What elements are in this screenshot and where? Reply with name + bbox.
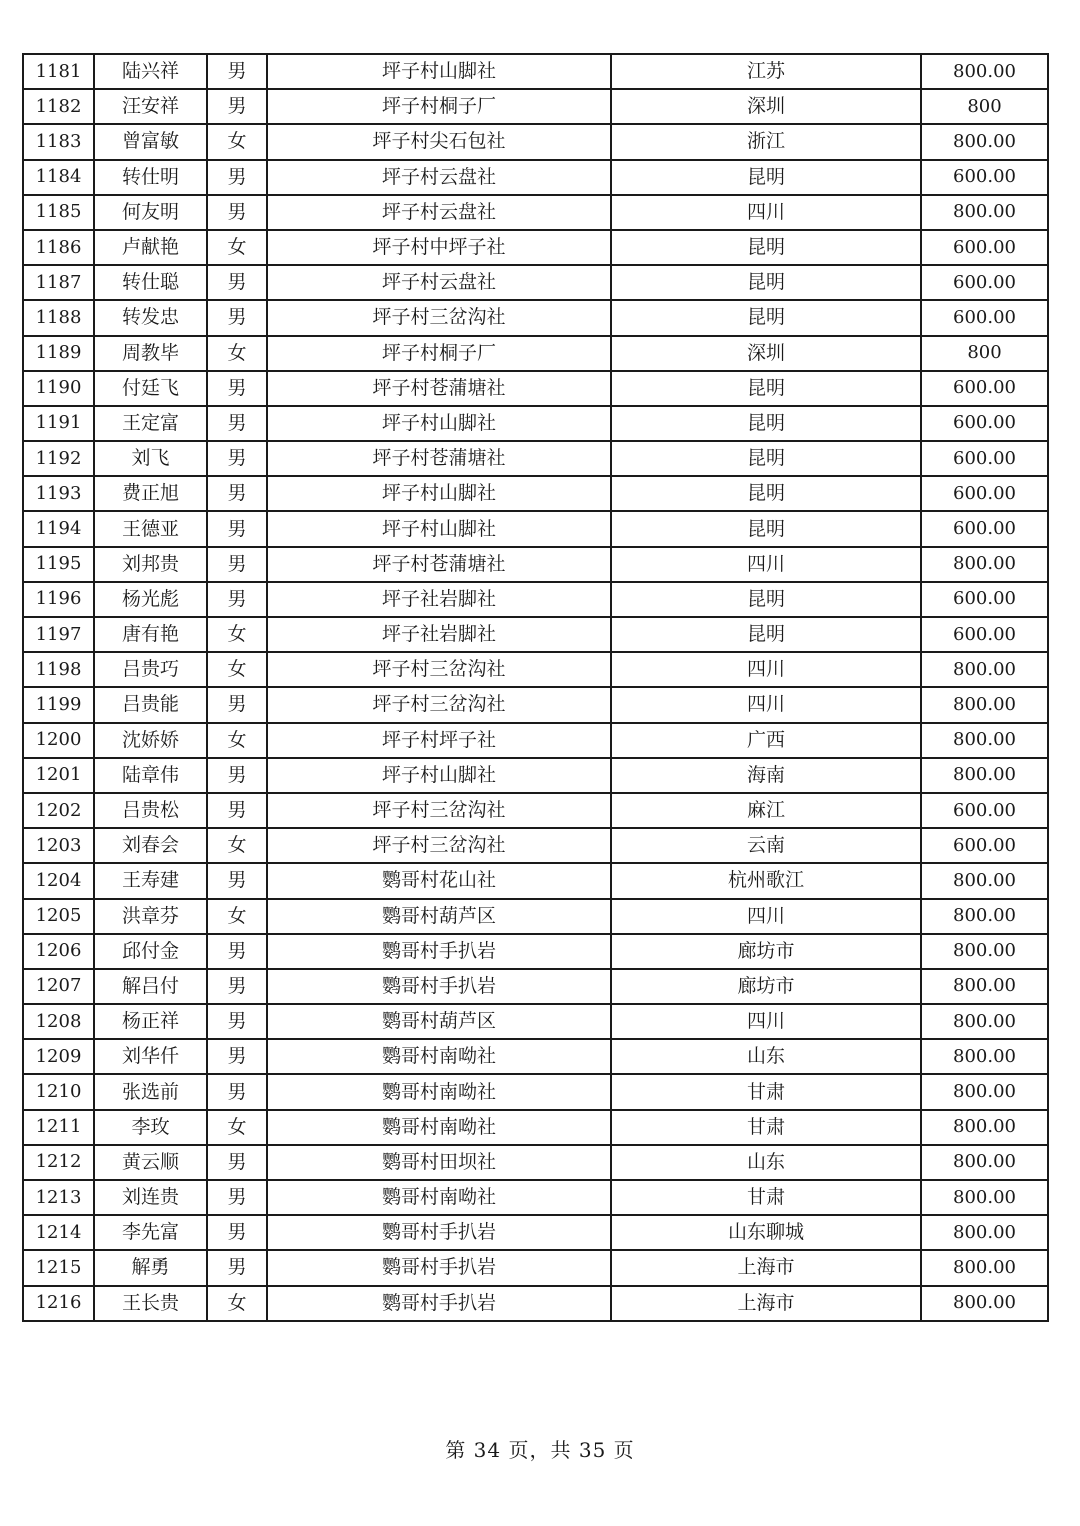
cell-location: 杭州歌江 bbox=[611, 863, 921, 898]
cell-gender: 男 bbox=[207, 54, 267, 89]
cell-id: 1210 bbox=[23, 1074, 94, 1109]
cell-id: 1198 bbox=[23, 652, 94, 687]
cell-location: 浙江 bbox=[611, 124, 921, 159]
cell-id: 1203 bbox=[23, 828, 94, 863]
cell-name: 吕贵巧 bbox=[94, 652, 207, 687]
roster-table bbox=[22, 53, 1049, 1322]
cell-id: 1207 bbox=[23, 969, 94, 1004]
cell-name: 转发忠 bbox=[94, 300, 207, 335]
cell-amount: 600.00 bbox=[921, 265, 1048, 300]
cell-location: 深圳 bbox=[611, 89, 921, 124]
cell-id: 1209 bbox=[23, 1039, 94, 1074]
table-row bbox=[23, 195, 1048, 230]
cell-address: 鹦哥村手扒岩 bbox=[267, 969, 611, 1004]
cell-name: 张选前 bbox=[94, 1074, 207, 1109]
cell-address: 坪子村山脚社 bbox=[267, 54, 611, 89]
cell-name: 费正旭 bbox=[94, 476, 207, 511]
cell-address: 坪子村山脚社 bbox=[267, 406, 611, 441]
cell-id: 1213 bbox=[23, 1180, 94, 1215]
cell-location: 甘肃 bbox=[611, 1110, 921, 1145]
table-row bbox=[23, 89, 1048, 124]
cell-name: 吕贵松 bbox=[94, 793, 207, 828]
cell-id: 1189 bbox=[23, 336, 94, 371]
cell-amount: 800.00 bbox=[921, 1039, 1048, 1074]
cell-address: 鹦哥村葫芦区 bbox=[267, 1004, 611, 1039]
cell-gender: 女 bbox=[207, 723, 267, 758]
cell-amount: 600.00 bbox=[921, 406, 1048, 441]
cell-address: 坪子村山脚社 bbox=[267, 511, 611, 546]
cell-name: 刘邦贵 bbox=[94, 547, 207, 582]
cell-amount: 800.00 bbox=[921, 124, 1048, 159]
cell-name: 王德亚 bbox=[94, 511, 207, 546]
cell-location: 昆明 bbox=[611, 476, 921, 511]
cell-id: 1196 bbox=[23, 582, 94, 617]
table-row bbox=[23, 511, 1048, 546]
cell-amount: 800.00 bbox=[921, 863, 1048, 898]
cell-address: 鹦哥村手扒岩 bbox=[267, 1286, 611, 1321]
cell-address: 坪子社岩脚社 bbox=[267, 582, 611, 617]
cell-location: 廊坊市 bbox=[611, 934, 921, 969]
cell-address: 鹦哥村南呦社 bbox=[267, 1110, 611, 1145]
cell-name: 刘飞 bbox=[94, 441, 207, 476]
cell-name: 刘华仟 bbox=[94, 1039, 207, 1074]
table-row bbox=[23, 476, 1048, 511]
cell-gender: 男 bbox=[207, 687, 267, 722]
cell-gender: 男 bbox=[207, 195, 267, 230]
cell-id: 1183 bbox=[23, 124, 94, 159]
cell-gender: 男 bbox=[207, 863, 267, 898]
cell-gender: 男 bbox=[207, 793, 267, 828]
cell-amount: 800.00 bbox=[921, 899, 1048, 934]
cell-id: 1194 bbox=[23, 511, 94, 546]
cell-gender: 男 bbox=[207, 371, 267, 406]
cell-address: 鹦哥村田坝社 bbox=[267, 1145, 611, 1180]
cell-gender: 男 bbox=[207, 1039, 267, 1074]
cell-gender: 男 bbox=[207, 160, 267, 195]
cell-id: 1211 bbox=[23, 1110, 94, 1145]
table-row bbox=[23, 160, 1048, 195]
cell-location: 四川 bbox=[611, 195, 921, 230]
table-row bbox=[23, 1145, 1048, 1180]
cell-location: 江苏 bbox=[611, 54, 921, 89]
cell-name: 转仕聪 bbox=[94, 265, 207, 300]
cell-amount: 800.00 bbox=[921, 1145, 1048, 1180]
cell-address: 坪子村三岔沟社 bbox=[267, 300, 611, 335]
cell-id: 1185 bbox=[23, 195, 94, 230]
cell-address: 坪子村尖石包社 bbox=[267, 124, 611, 159]
cell-gender: 男 bbox=[207, 265, 267, 300]
cell-address: 鹦哥村南呦社 bbox=[267, 1074, 611, 1109]
cell-address: 坪子村三岔沟社 bbox=[267, 828, 611, 863]
cell-location: 山东聊城 bbox=[611, 1215, 921, 1250]
cell-id: 1199 bbox=[23, 687, 94, 722]
cell-gender: 女 bbox=[207, 828, 267, 863]
cell-location: 四川 bbox=[611, 1004, 921, 1039]
cell-address: 坪子社岩脚社 bbox=[267, 617, 611, 652]
cell-id: 1212 bbox=[23, 1145, 94, 1180]
cell-location: 山东 bbox=[611, 1145, 921, 1180]
cell-gender: 男 bbox=[207, 1180, 267, 1215]
cell-gender: 女 bbox=[207, 336, 267, 371]
table-row bbox=[23, 406, 1048, 441]
cell-location: 昆明 bbox=[611, 265, 921, 300]
cell-gender: 男 bbox=[207, 582, 267, 617]
cell-location: 昆明 bbox=[611, 582, 921, 617]
cell-location: 四川 bbox=[611, 899, 921, 934]
cell-amount: 600.00 bbox=[921, 441, 1048, 476]
cell-location: 昆明 bbox=[611, 441, 921, 476]
cell-address: 坪子村云盘社 bbox=[267, 195, 611, 230]
table-row bbox=[23, 441, 1048, 476]
cell-amount: 600.00 bbox=[921, 617, 1048, 652]
cell-amount: 800.00 bbox=[921, 1215, 1048, 1250]
cell-name: 王长贵 bbox=[94, 1286, 207, 1321]
cell-id: 1184 bbox=[23, 160, 94, 195]
cell-amount: 800.00 bbox=[921, 195, 1048, 230]
cell-id: 1181 bbox=[23, 54, 94, 89]
cell-name: 李先富 bbox=[94, 1215, 207, 1250]
cell-id: 1192 bbox=[23, 441, 94, 476]
table-row bbox=[23, 934, 1048, 969]
cell-name: 转仕明 bbox=[94, 160, 207, 195]
cell-address: 坪子村三岔沟社 bbox=[267, 652, 611, 687]
cell-gender: 女 bbox=[207, 652, 267, 687]
table-row bbox=[23, 758, 1048, 793]
cell-name: 付廷飞 bbox=[94, 371, 207, 406]
cell-location: 麻江 bbox=[611, 793, 921, 828]
table-row bbox=[23, 1250, 1048, 1285]
cell-address: 鹦哥村手扒岩 bbox=[267, 934, 611, 969]
table-row bbox=[23, 863, 1048, 898]
page-number: 第 34 页，共 35 页 bbox=[445, 1438, 635, 1462]
table-row bbox=[23, 1286, 1048, 1321]
table-row bbox=[23, 124, 1048, 159]
cell-id: 1201 bbox=[23, 758, 94, 793]
cell-address: 坪子村云盘社 bbox=[267, 160, 611, 195]
cell-amount: 800.00 bbox=[921, 1286, 1048, 1321]
cell-id: 1205 bbox=[23, 899, 94, 934]
cell-address: 坪子村三岔沟社 bbox=[267, 687, 611, 722]
cell-location: 四川 bbox=[611, 687, 921, 722]
cell-gender: 男 bbox=[207, 511, 267, 546]
cell-name: 陆兴祥 bbox=[94, 54, 207, 89]
cell-gender: 女 bbox=[207, 124, 267, 159]
cell-address: 鹦哥村南呦社 bbox=[267, 1180, 611, 1215]
cell-location: 四川 bbox=[611, 547, 921, 582]
cell-amount: 800.00 bbox=[921, 1250, 1048, 1285]
cell-amount: 800.00 bbox=[921, 1180, 1048, 1215]
cell-name: 王寿建 bbox=[94, 863, 207, 898]
table-row bbox=[23, 1180, 1048, 1215]
cell-name: 洪章芬 bbox=[94, 899, 207, 934]
table-row bbox=[23, 336, 1048, 371]
cell-name: 王定富 bbox=[94, 406, 207, 441]
cell-address: 坪子村山脚社 bbox=[267, 758, 611, 793]
cell-name: 杨正祥 bbox=[94, 1004, 207, 1039]
cell-address: 鹦哥村手扒岩 bbox=[267, 1250, 611, 1285]
roster-table-body bbox=[23, 54, 1048, 1321]
cell-address: 坪子村三岔沟社 bbox=[267, 793, 611, 828]
cell-location: 昆明 bbox=[611, 406, 921, 441]
cell-address: 坪子村山脚社 bbox=[267, 476, 611, 511]
cell-id: 1208 bbox=[23, 1004, 94, 1039]
cell-location: 广西 bbox=[611, 723, 921, 758]
cell-location: 四川 bbox=[611, 652, 921, 687]
table-row bbox=[23, 617, 1048, 652]
cell-name: 汪安祥 bbox=[94, 89, 207, 124]
cell-name: 唐有艳 bbox=[94, 617, 207, 652]
cell-address: 鹦哥村手扒岩 bbox=[267, 1215, 611, 1250]
cell-location: 上海市 bbox=[611, 1250, 921, 1285]
cell-id: 1186 bbox=[23, 230, 94, 265]
cell-gender: 男 bbox=[207, 758, 267, 793]
cell-address: 坪子村云盘社 bbox=[267, 265, 611, 300]
cell-amount: 600.00 bbox=[921, 828, 1048, 863]
cell-id: 1197 bbox=[23, 617, 94, 652]
cell-location: 云南 bbox=[611, 828, 921, 863]
cell-location: 昆明 bbox=[611, 160, 921, 195]
cell-amount: 800.00 bbox=[921, 547, 1048, 582]
cell-gender: 男 bbox=[207, 934, 267, 969]
cell-amount: 800.00 bbox=[921, 687, 1048, 722]
cell-amount: 600.00 bbox=[921, 230, 1048, 265]
cell-address: 坪子村苍蒲塘社 bbox=[267, 371, 611, 406]
cell-id: 1190 bbox=[23, 371, 94, 406]
table-row bbox=[23, 1039, 1048, 1074]
cell-location: 深圳 bbox=[611, 336, 921, 371]
cell-gender: 男 bbox=[207, 441, 267, 476]
cell-amount: 800.00 bbox=[921, 969, 1048, 1004]
cell-address: 坪子村苍蒲塘社 bbox=[267, 547, 611, 582]
cell-amount: 800.00 bbox=[921, 1110, 1048, 1145]
cell-name: 刘连贵 bbox=[94, 1180, 207, 1215]
cell-location: 甘肃 bbox=[611, 1180, 921, 1215]
cell-address: 鹦哥村花山社 bbox=[267, 863, 611, 898]
cell-name: 何友明 bbox=[94, 195, 207, 230]
table-row bbox=[23, 300, 1048, 335]
cell-gender: 男 bbox=[207, 969, 267, 1004]
table-row bbox=[23, 582, 1048, 617]
cell-name: 卢献艳 bbox=[94, 230, 207, 265]
cell-gender: 女 bbox=[207, 230, 267, 265]
table-row bbox=[23, 1215, 1048, 1250]
cell-id: 1200 bbox=[23, 723, 94, 758]
cell-gender: 女 bbox=[207, 899, 267, 934]
cell-gender: 男 bbox=[207, 1145, 267, 1180]
cell-amount: 800.00 bbox=[921, 723, 1048, 758]
table-row bbox=[23, 1004, 1048, 1039]
cell-amount: 600.00 bbox=[921, 793, 1048, 828]
cell-address: 坪子村坪子社 bbox=[267, 723, 611, 758]
cell-id: 1191 bbox=[23, 406, 94, 441]
table-row bbox=[23, 828, 1048, 863]
cell-gender: 男 bbox=[207, 547, 267, 582]
cell-id: 1202 bbox=[23, 793, 94, 828]
cell-amount: 600.00 bbox=[921, 300, 1048, 335]
cell-name: 吕贵能 bbox=[94, 687, 207, 722]
cell-name: 刘春会 bbox=[94, 828, 207, 863]
table-row bbox=[23, 265, 1048, 300]
cell-amount: 800 bbox=[921, 89, 1048, 124]
table-row bbox=[23, 723, 1048, 758]
cell-id: 1214 bbox=[23, 1215, 94, 1250]
cell-amount: 600.00 bbox=[921, 582, 1048, 617]
cell-gender: 男 bbox=[207, 1074, 267, 1109]
cell-amount: 600.00 bbox=[921, 511, 1048, 546]
cell-id: 1193 bbox=[23, 476, 94, 511]
cell-id: 1204 bbox=[23, 863, 94, 898]
cell-location: 廊坊市 bbox=[611, 969, 921, 1004]
cell-amount: 800 bbox=[921, 336, 1048, 371]
cell-name: 李玫 bbox=[94, 1110, 207, 1145]
cell-gender: 男 bbox=[207, 1215, 267, 1250]
cell-location: 昆明 bbox=[611, 300, 921, 335]
cell-id: 1216 bbox=[23, 1286, 94, 1321]
cell-location: 甘肃 bbox=[611, 1074, 921, 1109]
cell-gender: 男 bbox=[207, 476, 267, 511]
cell-address: 鹦哥村葫芦区 bbox=[267, 899, 611, 934]
cell-id: 1215 bbox=[23, 1250, 94, 1285]
table-row bbox=[23, 899, 1048, 934]
cell-name: 杨光彪 bbox=[94, 582, 207, 617]
cell-id: 1195 bbox=[23, 547, 94, 582]
table-row bbox=[23, 969, 1048, 1004]
table-row bbox=[23, 652, 1048, 687]
cell-name: 解勇 bbox=[94, 1250, 207, 1285]
cell-id: 1182 bbox=[23, 89, 94, 124]
table-row bbox=[23, 687, 1048, 722]
cell-location: 昆明 bbox=[611, 617, 921, 652]
cell-gender: 女 bbox=[207, 617, 267, 652]
cell-name: 曾富敏 bbox=[94, 124, 207, 159]
cell-address: 鹦哥村南呦社 bbox=[267, 1039, 611, 1074]
cell-amount: 600.00 bbox=[921, 160, 1048, 195]
cell-gender: 女 bbox=[207, 1286, 267, 1321]
cell-amount: 800.00 bbox=[921, 1004, 1048, 1039]
cell-address: 坪子村桐子厂 bbox=[267, 336, 611, 371]
table-row bbox=[23, 547, 1048, 582]
cell-amount: 800.00 bbox=[921, 652, 1048, 687]
cell-amount: 600.00 bbox=[921, 371, 1048, 406]
cell-gender: 男 bbox=[207, 1004, 267, 1039]
table-row bbox=[23, 793, 1048, 828]
table-row bbox=[23, 230, 1048, 265]
cell-id: 1187 bbox=[23, 265, 94, 300]
cell-gender: 男 bbox=[207, 300, 267, 335]
table-row bbox=[23, 54, 1048, 89]
cell-amount: 600.00 bbox=[921, 476, 1048, 511]
cell-amount: 800.00 bbox=[921, 758, 1048, 793]
cell-gender: 男 bbox=[207, 406, 267, 441]
cell-id: 1188 bbox=[23, 300, 94, 335]
cell-address: 坪子村桐子厂 bbox=[267, 89, 611, 124]
cell-name: 黄云顺 bbox=[94, 1145, 207, 1180]
cell-amount: 800.00 bbox=[921, 54, 1048, 89]
cell-id: 1206 bbox=[23, 934, 94, 969]
cell-name: 解吕付 bbox=[94, 969, 207, 1004]
cell-location: 昆明 bbox=[611, 511, 921, 546]
cell-name: 陆章伟 bbox=[94, 758, 207, 793]
cell-location: 昆明 bbox=[611, 371, 921, 406]
cell-amount: 800.00 bbox=[921, 1074, 1048, 1109]
cell-name: 沈娇娇 bbox=[94, 723, 207, 758]
cell-location: 昆明 bbox=[611, 230, 921, 265]
cell-name: 周教毕 bbox=[94, 336, 207, 371]
cell-location: 上海市 bbox=[611, 1286, 921, 1321]
cell-gender: 女 bbox=[207, 1110, 267, 1145]
cell-address: 坪子村苍蒲塘社 bbox=[267, 441, 611, 476]
table-row bbox=[23, 1110, 1048, 1145]
cell-gender: 男 bbox=[207, 1250, 267, 1285]
cell-address: 坪子村中坪子社 bbox=[267, 230, 611, 265]
cell-location: 山东 bbox=[611, 1039, 921, 1074]
cell-amount: 800.00 bbox=[921, 934, 1048, 969]
cell-location: 海南 bbox=[611, 758, 921, 793]
cell-gender: 男 bbox=[207, 89, 267, 124]
table-row bbox=[23, 1074, 1048, 1109]
cell-name: 邱付金 bbox=[94, 934, 207, 969]
table-row bbox=[23, 371, 1048, 406]
